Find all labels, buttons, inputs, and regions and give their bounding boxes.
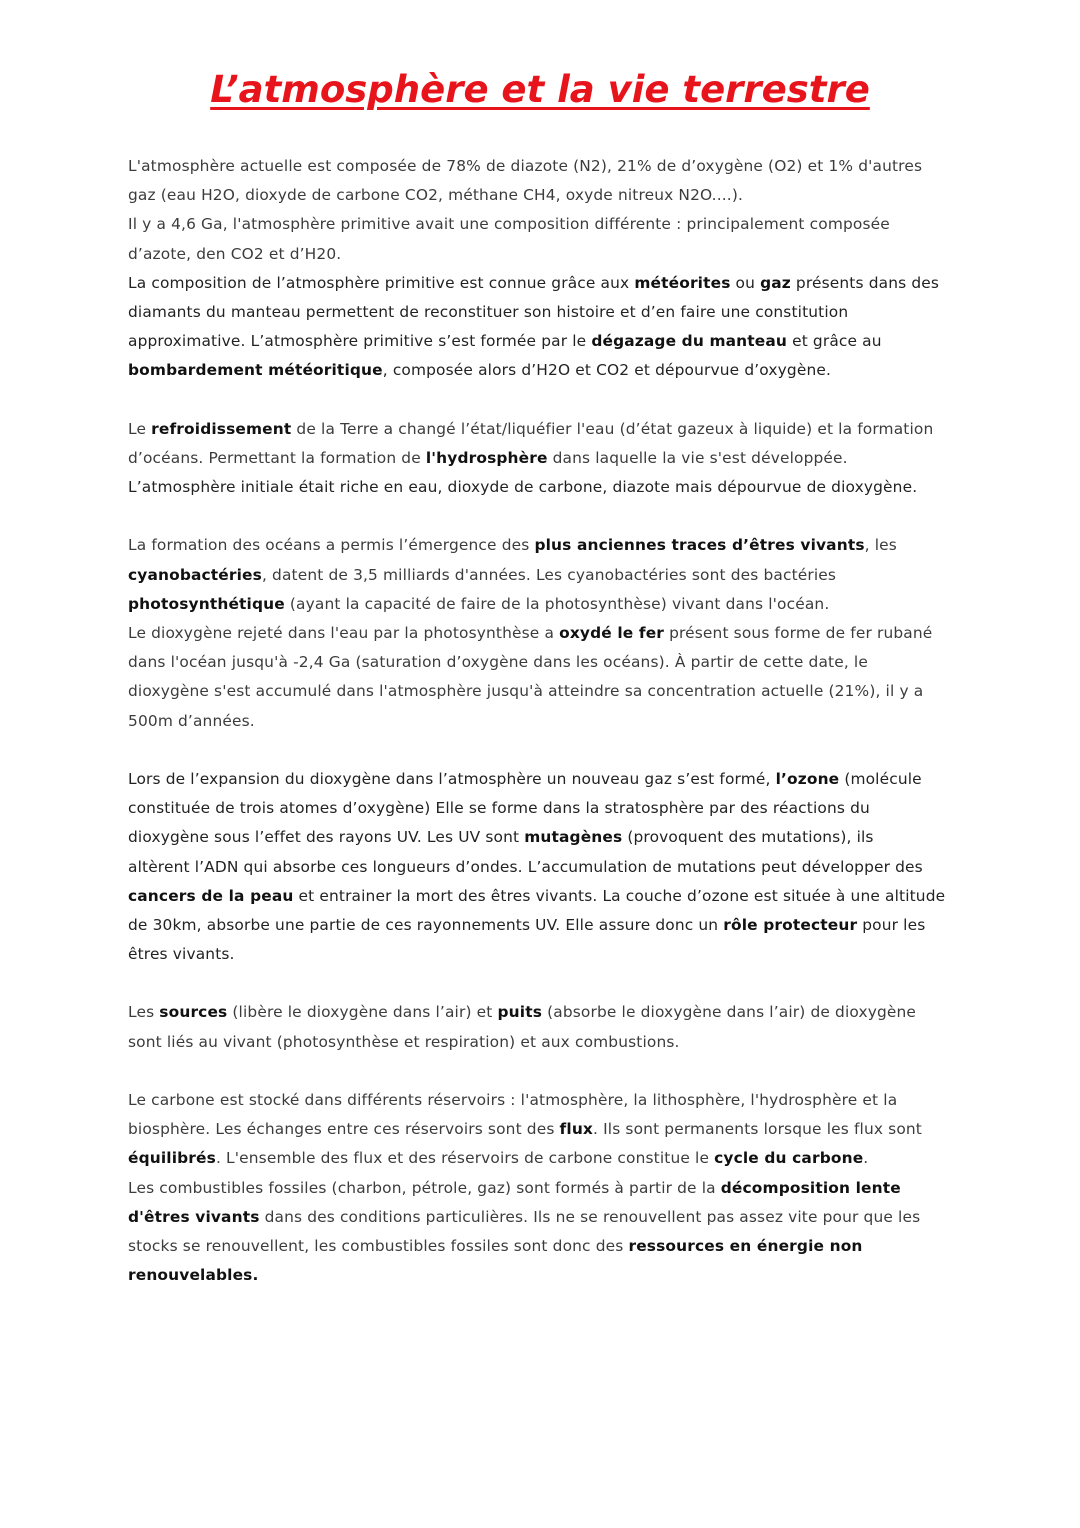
bold-term: météorites [634, 273, 731, 292]
text-segment: approximative. L’atmosphère primitive s’est formée par le [128, 332, 592, 351]
text-segment: dioxygène s'est accumulé dans l'atmosphère jusqu'à atteindre sa concentration actuelle (21%), il y a [128, 682, 924, 701]
text-line [128, 940, 952, 969]
text-line [128, 356, 952, 385]
text-line [128, 1086, 952, 1115]
text-line [128, 298, 952, 327]
text-segment: dans l'océan jusqu'à -2,4 Ga (saturation d’oxygène dans les océans). À partir de cette date, le [128, 653, 868, 672]
text-segment: Il y a 4,6 Ga, l'atmosphère primitive avait une composition différente : principalement composée [128, 215, 890, 234]
text-segment: Le [128, 419, 152, 438]
text-segment: dans laquelle la vie s'est développée. [547, 448, 848, 467]
text-segment: (molécule [839, 769, 922, 788]
text-segment: gaz (eau H2O, dioxyde de carbone CO2, méthane CH4, oxyde nitreux N2O....). [128, 186, 744, 205]
bold-term: l'hydrosphère [425, 448, 548, 467]
text-segment: 500m d’années. [128, 711, 255, 730]
text-line [128, 882, 952, 911]
bold-term: refroidissement [151, 419, 292, 438]
text-segment: La formation des océans a permis l’émergence des [128, 536, 535, 555]
bold-term: d'êtres vivants [128, 1207, 260, 1226]
text-segment: dioxygène sous l’effet des rayons UV. Les UV sont [128, 828, 525, 847]
text-segment: Les [128, 1003, 160, 1022]
text-segment: d’azote, den CO2 et d’H20. [128, 244, 342, 263]
text-segment: constituée de trois atomes d’oxygène) Elle se forme dans la stratosphère par des réactions du [128, 799, 870, 818]
text-line [128, 415, 952, 444]
text-segment: sont liés au vivant (photosynthèse et respiration) et aux combustions. [128, 1032, 680, 1051]
text-line [128, 648, 952, 677]
text-segment: (provoquent des mutations), ils [622, 828, 874, 847]
text-line [128, 853, 952, 882]
text-line [128, 707, 952, 736]
text-segment: altèrent l’ADN qui absorbe ces longueurs d’ondes. L’accumulation de mutations peut développer des [128, 857, 923, 876]
bold-term: flux [559, 1120, 594, 1139]
text-segment: présents dans des [790, 273, 940, 292]
text-line [128, 181, 952, 210]
text-line [128, 1174, 952, 1203]
text-line [128, 1261, 952, 1290]
text-segment: stocks se renouvellent, les combustibles fossiles sont donc des [128, 1236, 629, 1255]
text-segment: L’atmosphère initiale était riche en eau, dioxyde de carbone, diazote mais dépourvue de dioxygène. [128, 478, 918, 497]
text-line [128, 152, 952, 181]
page-title: L’atmosphère et la vie terrestre [210, 68, 870, 111]
text-line [128, 590, 952, 619]
text-line [128, 210, 952, 239]
text-line [128, 677, 952, 706]
bold-term: bombardement météoritique [128, 361, 383, 380]
text-segment: , datent de 3,5 milliards d'années. Les cyanobactéries sont des bactéries [261, 565, 837, 584]
bold-term: l’ozone [775, 769, 840, 788]
bold-term: oxydé le fer [559, 624, 665, 642]
text-segment: d’océans. Permettant la formation de [128, 448, 426, 467]
text-segment: (libère le dioxygène dans l’air) et [227, 1003, 498, 1022]
text-segment: Lors de l’expansion du dioxygène dans l’atmosphère un nouveau gaz s’est formé, [128, 769, 776, 788]
text-segment: , les [864, 536, 897, 555]
paragraph-gap [128, 736, 952, 765]
text-line [128, 444, 952, 473]
text-line [128, 1028, 952, 1057]
text-segment: . L'ensemble des flux et des réservoirs de carbone constitue le [215, 1149, 715, 1168]
text-line [128, 473, 952, 502]
bold-term: sources [159, 1003, 228, 1022]
text-segment: Le carbone est stocké dans différents réservoirs : l'atmosphère, la lithosphère, l'hydrosphère et la [128, 1091, 898, 1109]
bold-term: rôle protecteur [723, 915, 858, 934]
text-line [128, 240, 952, 269]
text-line [128, 531, 952, 560]
text-segment: . [863, 1149, 869, 1168]
bold-term: cancers de la peau [128, 886, 294, 905]
text-segment: dans des conditions particulières. Ils ne se renouvellent pas assez vite pour que les [259, 1207, 921, 1226]
document-body [128, 152, 952, 1290]
paragraph-gap [128, 1057, 952, 1086]
bold-term: photosynthétique [128, 594, 285, 613]
text-line [128, 998, 952, 1027]
text-segment: présent sous forme de fer rubané [664, 624, 933, 642]
text-segment: et entrainer la mort des êtres vivants. La couche d’ozone est située à une altitude [293, 886, 946, 905]
bold-term: cycle du carbone [714, 1149, 864, 1168]
bold-term: dégazage du manteau [591, 332, 788, 351]
text-line [128, 561, 952, 590]
bold-term: puits [497, 1003, 543, 1022]
text-segment: et grâce au [787, 332, 882, 351]
text-segment: diamants du manteau permettent de reconstituer son histoire et d’en faire une constitution [128, 302, 849, 321]
text-segment: La composition de l’atmosphère primitive est connue grâce aux [128, 273, 635, 292]
text-segment: . Ils sont permanents lorsque les flux sont [593, 1120, 922, 1139]
text-line [128, 1144, 952, 1173]
text-segment: de 30km, absorbe une partie de ces rayonnements UV. Elle assure donc un [128, 915, 724, 934]
text-line [128, 794, 952, 823]
text-line [128, 1203, 952, 1232]
paragraph-gap [128, 386, 952, 415]
bold-term: décomposition lente [720, 1178, 901, 1197]
text-line [128, 765, 952, 794]
bold-term: plus anciennes traces d’êtres vivants [534, 536, 865, 555]
text-segment: Le dioxygène rejeté dans l'eau par la photosynthèse a [128, 624, 560, 642]
text-segment: de la Terre a changé l’état/liquéfier l'eau (d’état gazeux à liquide) et la formation [291, 419, 934, 438]
text-line [128, 1115, 952, 1144]
text-segment: ou [730, 273, 761, 292]
text-segment: êtres vivants. [128, 945, 235, 964]
text-line [128, 619, 952, 648]
text-segment: (absorbe le dioxygène dans l’air) de dioxygène [542, 1003, 917, 1022]
bold-term: renouvelables. [128, 1266, 259, 1285]
text-line [128, 269, 952, 298]
text-segment: L'atmosphère actuelle est composée de 78% de diazote (N2), 21% de d’oxygène (O2) et 1% d'autres [128, 157, 923, 175]
text-line [128, 1232, 952, 1261]
paragraph-gap [128, 502, 952, 531]
text-segment: Les combustibles fossiles (charbon, pétrole, gaz) sont formés à partir de la [128, 1178, 721, 1197]
text-line [128, 911, 952, 940]
bold-term: gaz [760, 273, 791, 292]
text-segment: biosphère. Les échanges entre ces réservoirs sont des [128, 1120, 560, 1139]
bold-term: équilibrés [128, 1149, 216, 1168]
bold-term: ressources en énergie non [628, 1236, 863, 1255]
text-segment: (ayant la capacité de faire de la photosynthèse) vivant dans l'océan. [284, 594, 830, 613]
text-line [128, 327, 952, 356]
paragraph-gap [128, 969, 952, 998]
text-segment: pour les [857, 915, 926, 934]
bold-term: mutagènes [524, 828, 623, 847]
text-line [128, 823, 952, 852]
bold-term: cyanobactéries [128, 565, 262, 584]
text-segment: , composée alors d’H2O et CO2 et dépourvue d’oxygène. [382, 361, 832, 380]
